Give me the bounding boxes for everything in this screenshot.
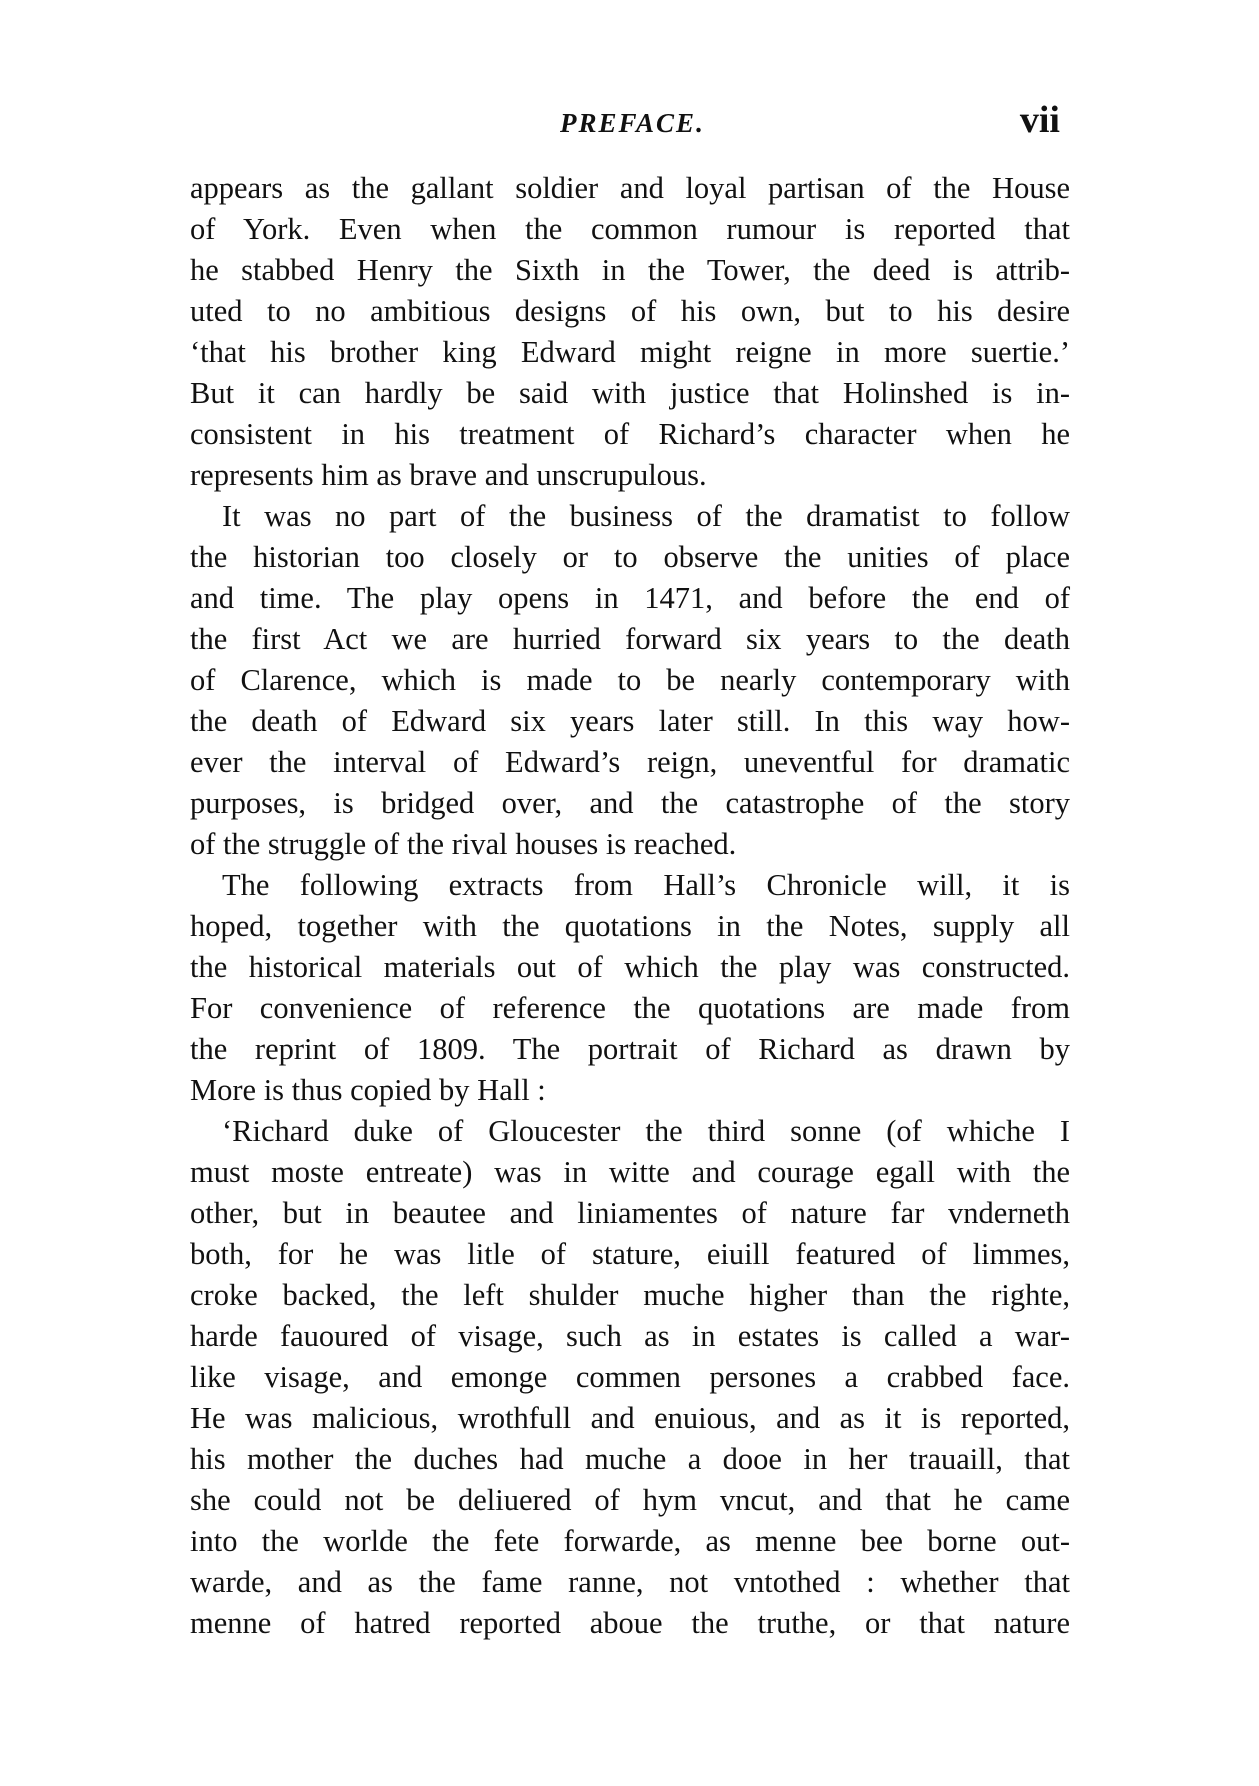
text-line: the historical materials out of which the play was constructed.: [190, 950, 1070, 984]
text-line: hoped, together with the quotations in the Notes, supply all: [190, 909, 1070, 943]
text-line: uted to no ambitious designs of his own, but to his desire: [190, 294, 1070, 328]
text-line: consistent in his treatment of Richard’s character when he: [190, 417, 1070, 451]
text-line: the first Act we are hurried forward six years to the death: [190, 622, 1070, 656]
quote-line: ‘Richard duke of Gloucester the third sonne (of whiche I: [222, 1114, 1070, 1148]
text-line: of York. Even when the common rumour is reported that: [190, 212, 1070, 246]
quote-line: warde, and as the fame ranne, not vntothed : whether that: [190, 1565, 1070, 1599]
text-line: The following extracts from Hall’s Chronicle will, it is: [222, 868, 1070, 902]
quote-line: other, but in beautee and liniamentes of nature far vnderneth: [190, 1196, 1070, 1230]
quote-line: menne of hatred reported aboue the truthe, or that nature: [190, 1606, 1070, 1640]
text-line: the reprint of 1809. The portrait of Richard as drawn by: [190, 1032, 1070, 1066]
text-line: the death of Edward six years later still. In this way how-: [190, 704, 1070, 738]
quote-line: into the worlde the fete forwarde, as menne bee borne out-: [190, 1524, 1070, 1558]
quote-line: his mother the duches had muche a dooe in her trauaill, that: [190, 1442, 1070, 1476]
text-line: the historian too closely or to observe the unities of place: [190, 540, 1070, 574]
text-line: of Clarence, which is made to be nearly contemporary with: [190, 663, 1070, 697]
quote-line: she could not be deliuered of hym vncut, and that he came: [190, 1483, 1070, 1517]
text-line: For convenience of reference the quotations are made from: [190, 991, 1070, 1025]
body-text: [190, 168, 1070, 1644]
quote-line: He was malicious, wrothfull and enuious, and as it is reported,: [190, 1401, 1070, 1435]
text-line: represents him as brave and unscrupulous.: [190, 458, 707, 492]
text-line: he stabbed Henry the Sixth in the Tower, the deed is attrib-: [190, 253, 1070, 287]
page-number: vii: [1019, 99, 1060, 141]
running-head: [190, 98, 1070, 148]
quote-line: like visage, and emonge commen persones a crabbed face.: [190, 1360, 1070, 1394]
quote-line: harde fauoured of visage, such as in estates is called a war-: [190, 1319, 1070, 1353]
text-line: ever the interval of Edward’s reign, uneventful for dramatic: [190, 745, 1070, 779]
text-line: appears as the gallant soldier and loyal partisan of the House: [190, 171, 1070, 205]
text-line: of the struggle of the rival houses is reached.: [190, 827, 737, 861]
running-title: PREFACE.: [560, 108, 705, 138]
text-line: It was no part of the business of the dramatist to follow: [222, 499, 1070, 533]
text-line: purposes, is bridged over, and the catastrophe of the story: [190, 786, 1070, 820]
text-line: ‘that his brother king Edward might reigne in more suertie.’: [190, 335, 1070, 369]
quote-line: both, for he was litle of stature, eiuill featured of limmes,: [190, 1237, 1070, 1271]
text-line: More is thus copied by Hall :: [190, 1073, 546, 1107]
quote-line: must moste entreate) was in witte and courage egall with the: [190, 1155, 1070, 1189]
quote-line: croke backed, the left shulder muche higher than the righte,: [190, 1278, 1070, 1312]
text-line: But it can hardly be said with justice that Holinshed is in-: [190, 376, 1070, 410]
text-line: and time. The play opens in 1471, and before the end of: [190, 581, 1070, 615]
